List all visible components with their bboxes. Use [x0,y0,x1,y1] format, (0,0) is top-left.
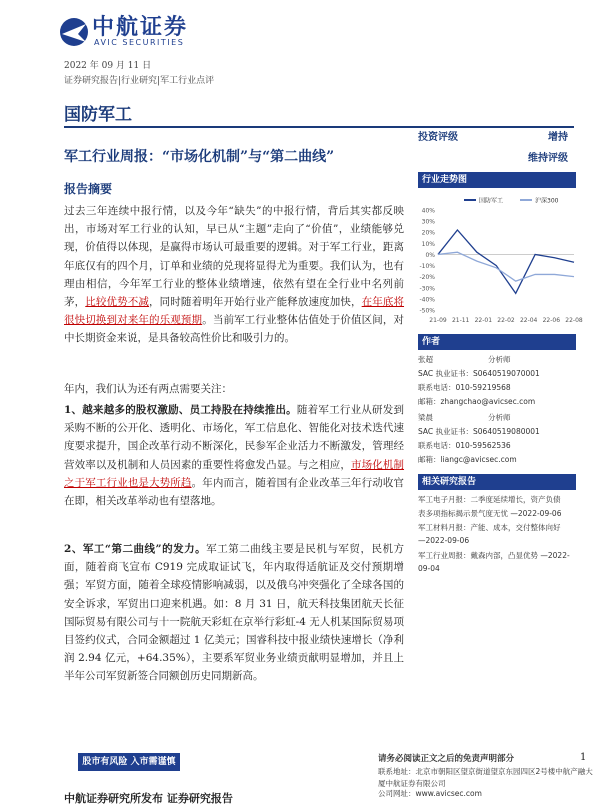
page-number: 1 [580,752,587,763]
y-tick-label: -20% [419,274,435,282]
author-1-role: 分析师 [488,355,511,364]
y-tick-label: -10% [419,263,435,271]
y-tick-label: 10% [421,240,435,248]
series-line-2 [438,252,574,281]
trend-heading: 行业走势图 [418,172,576,188]
authors-heading: 作者 [418,334,576,350]
rating-sub: 维持评级 [528,153,568,164]
y-tick-label: 30% [421,218,435,226]
y-tick-label: 20% [421,229,435,237]
report-title: 军工行业周报：“市场化机制”与“第二曲线” [64,149,335,165]
logo-text-cn: 中航证券 [92,15,189,40]
p3-bold: 1、越来越多的股权激励、员工持股在持续推出。 [64,404,297,416]
x-tick-label: 22-06 [542,317,561,324]
author-2-email[interactable]: 邮箱：liangc@avicsec.com [418,455,517,464]
p1-highlight-2: 在年底将很快切换到对来年的乐观预期 [64,296,405,327]
y-tick-label: -40% [419,296,435,304]
p1-text-c: 。当前军工行业整体估值处于价值区间，对中长期资金来说，是具备较高性价比和吸引力的。 [64,314,405,345]
summary-heading: 报告摘要 [64,182,113,196]
summary-paragraph-4 [64,540,404,686]
x-tick-label: 22-04 [519,317,538,324]
summary-paragraph-3 [64,401,404,510]
p3-text-a: 随着军工行业从研发到采购不断的公开化、透明化、市场化，军工信息化、智能化对技术迭代速度要求提升，国企改革行动不断深化，民参军企业活力不断激发，管理经营效率以及机制和人员因素的重要性将愈发凸显。与之相应， [64,404,404,471]
author-1-license: SAC 执业证书：S0640519070001 [418,369,540,378]
related-item-line-2[interactable]: 表多项指标揭示景气度无忧 —2022-09-06 [418,509,562,518]
author-2-license: SAC 执业证书：S0640519080001 [418,427,540,436]
rating-value: 增持 [548,132,568,143]
p4-text: 军工第二曲线主要是民机与军贸，民机方面，随着商飞宣布 C919 完成取证试飞，年内取得适航证及交付预期增强；军贸方面，随着全球疫情影响减弱，以及俄乌冲突强化了全球各国的安全诉求，军贸出口迎来机遇。如：8 月 31 日，航天科技集团航天长征国际贸易有限公司与十一院航天彩虹在京举行彩虹-4 无人机某国际贸易项目签约仪式，合同金额超过 1 亿美元；国睿科技中报业绩快速增长（净利润 2.94 亿元，+64.35%），主要系军贸业务业绩贡献明显增加，并且上半年公司军贸新签合同额创历史同期新高。 [64,543,405,683]
p1-highlight-1: 比较优势不减 [85,296,150,309]
p4-bold: 2、军工“第二曲线”的发力。 [64,543,207,555]
p3-highlight: 市场化机制之于军工行业也是大势所趋 [64,458,405,489]
x-tick-label: 21-09 [429,317,447,324]
p1-text-b: ，同时随着明年开始行业产能释放速度加快， [149,296,362,309]
related-item-line-1[interactable]: 军工电子月报：二季度延续增长，资产负债 [418,495,561,504]
disclaimer: 请务必阅读正文之后的免责声明部分 [378,754,515,764]
address-line-2: 厦中航证券有限公司 [378,779,446,788]
related-item-line-5[interactable]: 军工行业周报：戴森内部，凸显优势 —2022- [418,551,570,560]
logo-text-en: AVIC SECURITIES [94,38,185,47]
report-date: 2022 年 09 月 11 日 [64,61,152,71]
p3-text-b: 。年内而言，随着国有企业改革三年行动收官在即，相关改革举动也有望落地。 [64,476,405,508]
x-tick-label: 22-01 [474,317,493,324]
author-2-phone: 联系电话：010-59562536 [418,441,511,450]
p1-text-a: 过去三年连续中报行情，以及今年“缺失”的中报行情，背后其实都反映出，市场对军工行业的认知，早已从“主题”走向了“价值”，业绩能够兑现，价值得以体现，是赢得市场认可最重要的逻辑。对于军工行业，距离年底仅有的四个月，订单和业绩的兑现将显得尤为重要。我们认为，也有理由相信，今年军工行业的整体业绩增速，依然有望在全行业中名列前茅， [64,205,404,309]
related-heading: 相关研究报告 [418,474,576,490]
x-tick-label: 21-11 [451,317,470,324]
y-tick-label: 40% [421,207,435,215]
x-tick-label: 22-08 [565,317,583,324]
legend-label-1: 国防军工 [479,197,504,205]
series-line-1 [438,230,574,293]
author-1-phone: 联系电话：010-59219568 [418,383,511,392]
company-website[interactable]: 公司网址：www.avicsec.com [378,789,482,798]
author-1-email[interactable]: 邮箱：zhangchao@avicsec.com [418,397,536,406]
rating-label: 投资评级 [418,132,458,143]
risk-warning: 股市有风险 入市需谨慎 [78,753,180,771]
related-item-line-4[interactable]: —2022-09-06 [418,536,470,545]
author-2-role: 分析师 [488,413,511,422]
summary-paragraph-1 [64,202,404,348]
related-item-line-6[interactable]: 09-04 [418,564,440,573]
sector-title: 国防军工 [64,105,132,125]
x-tick-label: 22-02 [497,317,515,324]
summary-paragraph-2: 年内，我们认为还有两点需要关注： [64,383,232,395]
y-tick-label: -30% [419,285,435,293]
bottom-banner: 中航证券研究所发布 证券研究报告 [64,792,233,805]
legend-label-2: 沪深300 [535,197,559,205]
author-1-name: 张超 [418,355,433,364]
title-divider [64,126,574,128]
y-tick-label: -50% [419,307,435,315]
breadcrumb: 证券研究报告|行业研究|军工行业点评 [64,76,215,86]
author-2-name: 梁晨 [418,413,433,422]
related-item-line-3[interactable]: 军工材料月报：产能、成本，交付整体向好 [418,523,561,532]
y-tick-label: 0% [425,251,435,259]
trend-chart [412,192,583,328]
address-line-1: 联系地址：北京市朝阳区望京街道望京东园四区2号楼中航产融大 [378,767,593,776]
